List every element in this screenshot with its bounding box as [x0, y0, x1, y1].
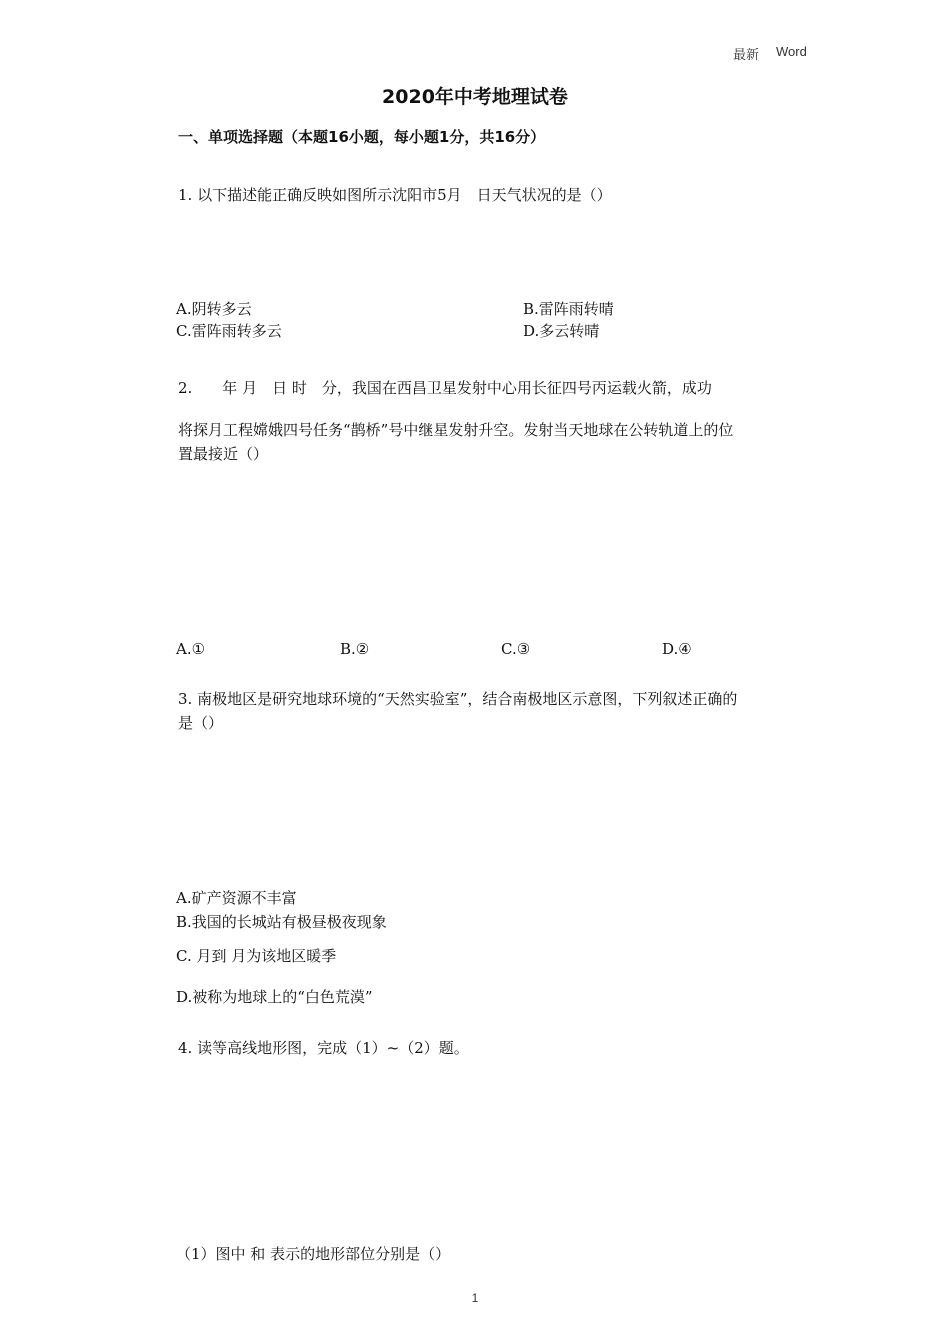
question-3-option-a: A.矿产资源不丰富 — [176, 889, 297, 907]
question-2-option-b: B.② — [340, 640, 370, 658]
header-right-text: Word — [776, 44, 807, 59]
question-3-line-2: 是（） — [178, 714, 224, 732]
question-1-option-a: A.阴转多云 — [176, 300, 252, 318]
question-2-option-c: C.③ — [501, 640, 531, 658]
header-left-text: 最新 — [733, 47, 760, 62]
question-1-option-b: B.雷阵雨转晴 — [523, 300, 614, 318]
question-2-line-3: 置最接近（） — [178, 445, 269, 463]
question-2-option-a: A.① — [176, 640, 206, 658]
question-1-option-d: D.多云转晴 — [523, 322, 600, 340]
question-2-option-d: D.④ — [662, 640, 692, 658]
question-1-stem: 1. 以下描述能正确反映如图所示沈阳市5月 日天气状况的是（） — [178, 186, 612, 204]
question-2-line-1: 2. 年 月 日 时 分，我国在西昌卫星发射中心用长征四号丙运载火箭，成功 — [178, 379, 712, 397]
question-4-subquestion-1: （1）图中 和 表示的地形部位分别是（） — [176, 1245, 451, 1263]
question-3-option-d: D.被称为地球上的“白色荒漠” — [176, 988, 373, 1006]
question-3-option-b: B.我国的长城站有极昼极夜现象 — [176, 913, 387, 931]
question-3-option-c: C. 月到 月为该地区暖季 — [176, 947, 337, 965]
question-4-stem: 4. 读等高线地形图，完成（1）~（2）题。 — [178, 1039, 469, 1057]
question-1-option-c: C.雷阵雨转多云 — [176, 322, 282, 340]
page-number: 1 — [471, 1291, 479, 1305]
question-2-line-2: 将探月工程嫦娥四号任务“鹊桥”号中继星发射升空。发射当天地球在公转轨道上的位 — [178, 421, 734, 439]
section-heading: 一、单项选择题（本题16小题，每小题1分，共16分） — [178, 128, 546, 146]
question-3-line-1: 3. 南极地区是研究地球环境的“天然实验室”，结合南极地区示意图，下列叙述正确的 — [178, 690, 738, 708]
page-title: 2020年中考地理试卷 — [382, 86, 568, 108]
